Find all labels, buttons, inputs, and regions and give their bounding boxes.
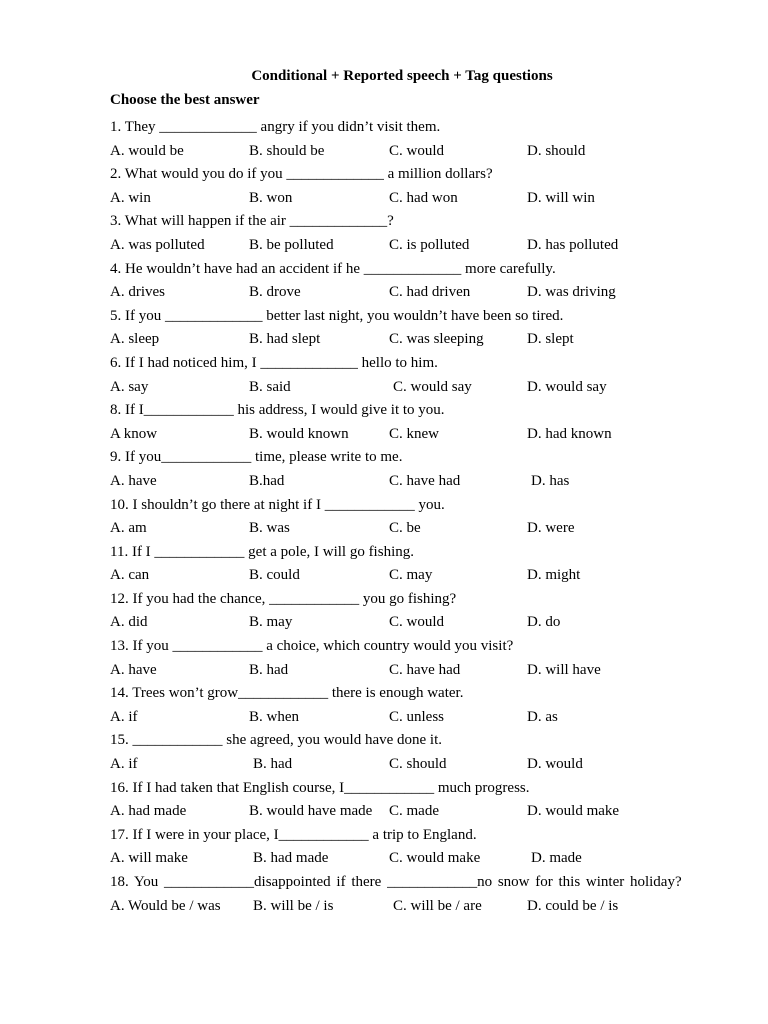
option-c: C. was sleeping: [389, 331, 484, 348]
answer-options: [110, 470, 694, 494]
option-b: B. when: [249, 708, 299, 725]
question-item: [110, 258, 694, 305]
option-d: D. could be / is: [527, 897, 619, 914]
answer-options: [110, 706, 694, 730]
option-d: D. were: [527, 520, 575, 537]
option-d: D. was driving: [527, 284, 616, 301]
answer-options: [110, 281, 694, 305]
question-item: [110, 446, 694, 493]
option-c: C. have had: [389, 472, 461, 489]
answer-options: [110, 753, 694, 777]
option-c: C. will be / are: [393, 897, 482, 914]
question-stem: 11. If I ____________ get a pole, I will go fishing.: [110, 543, 414, 560]
question-stem: 6. If I had noticed him, I _____________ hello to him.: [110, 354, 438, 371]
question-item: [110, 871, 694, 918]
question-stem: 15. ____________ she agreed, you would have done it.: [110, 732, 443, 749]
question-stem: 13. If you ____________ a choice, which country would you visit?: [110, 638, 514, 655]
option-b: B. could: [249, 567, 300, 584]
answer-options: [110, 328, 694, 352]
question-stem: 12. If you had the chance, ____________ you go fishing?: [110, 590, 457, 607]
question-stem: 1. They _____________ angry if you didn’t visit them.: [110, 119, 441, 135]
option-d: D. would make: [527, 803, 620, 820]
question-stem: 4. He wouldn’t have had an accident if he _____________ more carefully.: [110, 260, 556, 277]
answer-options: [110, 517, 694, 541]
option-a: A. was polluted: [110, 236, 205, 253]
option-a: A. if: [110, 708, 138, 725]
question-item: [110, 305, 694, 352]
option-d: D. has polluted: [527, 236, 619, 253]
answer-options: [110, 376, 694, 400]
option-a: A. if: [110, 756, 138, 773]
option-d: D. made: [531, 850, 582, 867]
option-a: A. drives: [110, 284, 165, 301]
answer-options: [110, 847, 694, 871]
option-a: A. have: [110, 661, 157, 678]
option-a: A. sleep: [110, 331, 160, 348]
question-stem: 9. If you____________ time, please write to me.: [110, 449, 403, 466]
option-c: C. had won: [389, 189, 458, 206]
option-b: B. be polluted: [249, 236, 334, 253]
question-stem: 18. You ____________disappointed if there ____________no snow for this winter holiday?: [110, 874, 682, 890]
option-c: C. be: [389, 520, 421, 537]
option-d: D. slept: [527, 331, 574, 348]
option-a: A. would be: [110, 142, 184, 159]
question-item: [110, 729, 694, 776]
question-list: [110, 116, 694, 918]
question-item: [110, 588, 694, 635]
option-d: D. has: [531, 472, 570, 489]
option-c: C. have had: [389, 661, 461, 678]
option-a: A. can: [110, 567, 150, 584]
question-item: [110, 541, 694, 588]
option-d: D. might: [527, 567, 581, 584]
question-stem: 8. If I____________ his address, I would give it to you.: [110, 402, 445, 419]
option-c: C. would: [389, 614, 445, 631]
option-b: B. was: [249, 520, 290, 537]
question-stem: 3. What will happen if the air _____________?: [110, 213, 394, 230]
question-item: [110, 210, 694, 257]
option-b: B. will be / is: [253, 897, 334, 914]
option-a: A. had made: [110, 803, 187, 820]
instruction-heading: Choose the best answer: [110, 92, 260, 108]
option-d: D. will win: [527, 189, 595, 206]
answer-options: [110, 659, 694, 683]
question-stem: 2. What would you do if you _____________ a million dollars?: [110, 166, 493, 183]
option-d: D. would say: [527, 378, 607, 395]
question-item: [110, 635, 694, 682]
answer-options: [110, 423, 694, 447]
option-c: C. is polluted: [389, 236, 470, 253]
option-d: D. should: [527, 142, 586, 159]
option-b: B. would have made: [249, 803, 373, 820]
option-b: B. had made: [253, 850, 329, 867]
option-a: A. have: [110, 472, 157, 489]
answer-options: [110, 234, 694, 258]
option-a: A know: [110, 425, 158, 442]
question-item: [110, 682, 694, 729]
option-d: D. as: [527, 708, 558, 725]
option-c: C. would make: [389, 850, 481, 867]
option-c: C. had driven: [389, 284, 471, 301]
option-a: A. Would be / was: [110, 897, 221, 914]
option-c: C. may: [389, 567, 433, 584]
option-d: D. had known: [527, 425, 612, 442]
answer-options: [110, 895, 694, 919]
option-c: C. made: [389, 803, 439, 820]
answer-options: [110, 140, 694, 164]
option-c: C. unless: [389, 708, 445, 725]
option-a: A. win: [110, 189, 151, 206]
option-c: C. would say: [393, 378, 472, 395]
option-c: C. should: [389, 756, 447, 773]
question-item: [110, 824, 694, 871]
question-item: [110, 163, 694, 210]
question-stem: 17. If I were in your place, I____________ a trip to England.: [110, 826, 477, 843]
question-item: [110, 399, 694, 446]
question-item: [110, 352, 694, 399]
question-stem: 14. Trees won’t grow____________ there is enough water.: [110, 685, 464, 702]
question-stem: 10. I shouldn’t go there at night if I ____________ you.: [110, 496, 445, 513]
option-b: B. said: [249, 378, 291, 395]
option-b: B. would known: [249, 425, 349, 442]
answer-options: [110, 611, 694, 635]
option-b: B.had: [249, 472, 285, 489]
question-stem: 5. If you _____________ better last night, you wouldn’t have been so tired.: [110, 307, 564, 324]
worksheet-title: Conditional + Reported speech + Tag questions: [251, 68, 553, 84]
option-b: B. may: [249, 614, 293, 631]
option-a: A. am: [110, 520, 147, 537]
question-stem: 16. If I had taken that English course, I____________ much progress.: [110, 779, 530, 796]
option-b: B. should be: [249, 142, 325, 159]
answer-options: [110, 800, 694, 824]
option-c: C. would: [389, 142, 445, 159]
question-item: [110, 116, 694, 163]
option-b: B. drove: [249, 284, 301, 301]
option-a: A. say: [110, 378, 149, 395]
option-d: D. would: [527, 756, 583, 773]
option-d: D. will have: [527, 661, 601, 678]
answer-options: [110, 187, 694, 211]
option-b: B. had slept: [249, 331, 321, 348]
option-a: A. did: [110, 614, 148, 631]
option-b: B. had: [249, 661, 289, 678]
option-a: A. will make: [110, 850, 188, 867]
option-d: D. do: [527, 614, 561, 631]
question-item: [110, 777, 694, 824]
option-c: C. knew: [389, 425, 439, 442]
question-item: [110, 494, 694, 541]
answer-options: [110, 564, 694, 588]
option-b: B. had: [253, 756, 293, 773]
option-b: B. won: [249, 189, 293, 206]
